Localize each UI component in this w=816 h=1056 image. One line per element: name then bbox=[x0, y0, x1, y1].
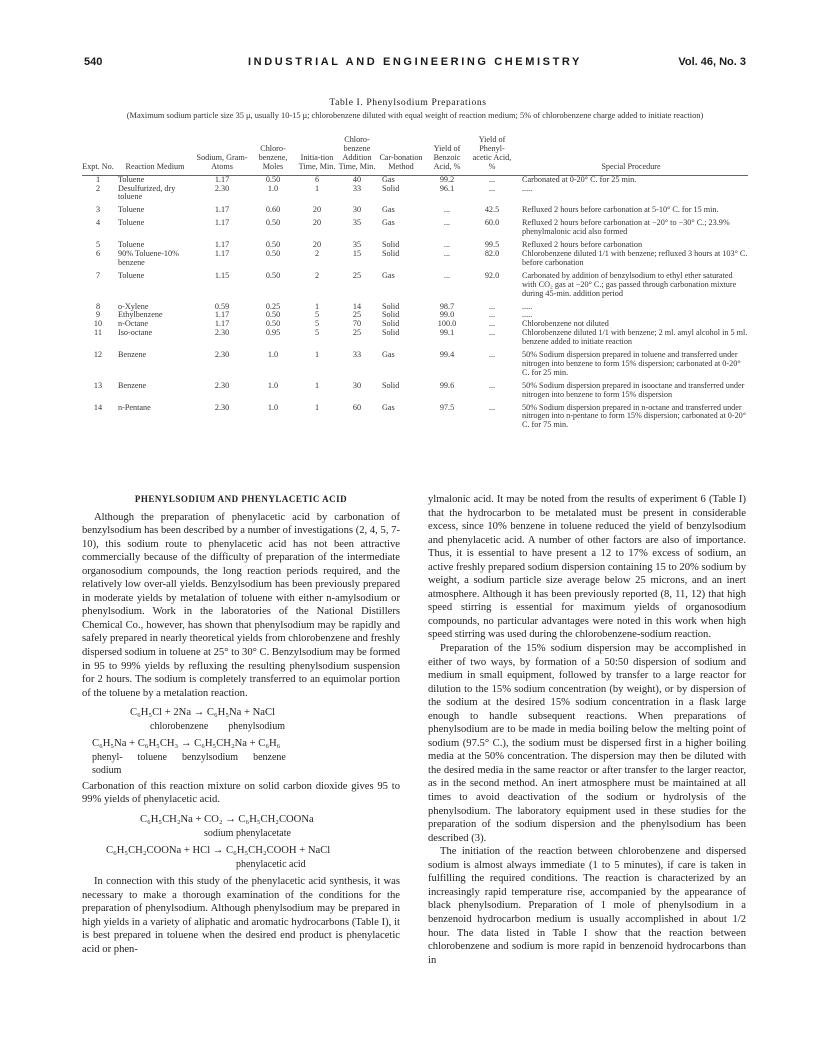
procedure-cell: Chlorobenzene diluted 1/1 with benzene; refluxed 3 hours at 103° C. before carbonation bbox=[522, 248, 748, 267]
initiation-cell: 5 bbox=[314, 319, 320, 329]
addition-cell: 25 bbox=[352, 270, 362, 280]
benzoic-yield-cell: 97.5 bbox=[439, 402, 455, 412]
equation-label: chlorobenzene phenylsodium bbox=[150, 720, 285, 732]
phenylacetic-yield-cell: 82.0 bbox=[484, 248, 500, 258]
chlorobenzene-cell: 0.25 bbox=[265, 301, 281, 311]
sodium-cell: 1.17 bbox=[214, 218, 230, 228]
addition-cell: 25 bbox=[352, 310, 362, 320]
addition-cell: 70 bbox=[352, 319, 362, 329]
medium-cell: n-Pentane bbox=[118, 402, 151, 412]
benzoic-yield-cell: 100.0 bbox=[437, 319, 457, 329]
medium-cell: Benzene bbox=[118, 350, 147, 360]
equation-block bbox=[82, 737, 400, 778]
table-row bbox=[82, 185, 748, 203]
initiation-cell: 6 bbox=[314, 174, 320, 184]
sodium-cell: 1.17 bbox=[214, 248, 230, 258]
procedure-cell: Chlorobenzene diluted 1/1 with benzene; 2 ml. amyl alcohol in 5 ml. benzene added to initiate reaction bbox=[522, 328, 748, 347]
table-row bbox=[82, 347, 748, 378]
benzoic-yield-cell: ... bbox=[443, 240, 451, 250]
phenylacetic-yield-cell: ... bbox=[488, 402, 496, 412]
chlorobenzene-cell: 0.50 bbox=[265, 174, 281, 184]
addition-cell: 35 bbox=[352, 240, 362, 250]
medium-cell: o-Xylene bbox=[118, 301, 149, 311]
phenylacetic-yield-cell: 92.0 bbox=[484, 270, 500, 280]
left-column bbox=[82, 493, 400, 957]
sodium-cell: 1.15 bbox=[214, 270, 230, 280]
addition-cell: 14 bbox=[352, 301, 362, 311]
procedure-cell: Refluxed 2 hours before carbonation at −20° to −30° C.; 23.9% phenylmalonic acid also formed bbox=[522, 218, 730, 237]
expt-cell: 6 bbox=[95, 248, 101, 258]
phenylacetic-yield-cell: ... bbox=[488, 380, 496, 390]
equation-label: phenylacetic acid bbox=[236, 858, 306, 870]
medium-cell: n-Octane bbox=[118, 319, 149, 329]
medium-cell: Iso-octane bbox=[118, 328, 153, 338]
chlorobenzene-cell: 0.60 bbox=[265, 205, 281, 215]
carbonation-cell: Gas bbox=[382, 205, 395, 215]
initiation-cell: 2 bbox=[314, 248, 320, 258]
table-row bbox=[82, 215, 748, 237]
addition-cell: 40 bbox=[352, 174, 362, 184]
addition-cell: 33 bbox=[352, 350, 362, 360]
benzoic-yield-cell: 99.4 bbox=[439, 350, 455, 360]
procedure-cell: ..... bbox=[522, 310, 533, 320]
right-column bbox=[428, 493, 746, 967]
carbonation-cell: Solid bbox=[382, 328, 400, 338]
chlorobenzene-cell: 1.0 bbox=[267, 183, 279, 193]
header-benzoic-yield: Yield of Benzoic Acid, % bbox=[424, 136, 470, 175]
chlorobenzene-cell: 0.95 bbox=[265, 328, 281, 338]
procedure-cell: 50% Sodium dispersion prepared in isooctane and transferred under nitrogen into benzene to form 15% dispersion bbox=[522, 380, 745, 399]
initiation-cell: 2 bbox=[314, 270, 320, 280]
running-header bbox=[84, 56, 746, 72]
benzoic-yield-cell: 99.0 bbox=[439, 310, 455, 320]
header-chlorobenzene: Chloro-benzene, Moles bbox=[248, 136, 298, 175]
carbonation-cell: Solid bbox=[382, 380, 400, 390]
carbonation-cell: Gas bbox=[382, 350, 395, 360]
table-row bbox=[82, 175, 748, 184]
benzoic-yield-cell: ... bbox=[443, 270, 451, 280]
phenylsodium-table bbox=[82, 136, 748, 430]
paragraph: Although the preparation of phenylacetic acid by carbonation of benzylsodium has been described by a number of investigations (2, 4, 5, 7-10), this sodium route to phenylacetic acid has not been attractive commercially because of the difficulty of preparation of the intermediate organosodium compounds, the long reaction periods required, and the relatively low over-all yields. Benzylsodium has been previously prepared in moderate yields by metalation of toluene with either n-amylsodium or phenylsodium. Work in the laboratories of the National Distillers Chemical Co., however, has shown that phenylsodium may be rapidly and safely prepared in nearly theoretical yields from chlorobenzene and freshly dispersed sodium in toluene at 25° to 30° C. Benzylsodium may be formed in 95 to 99% yields by refluxing the resulting phenylsodium suspension for 2 hours. The sodium is completely transferred to an equimolar portion of the toluene by a metalation reaction. bbox=[82, 511, 400, 699]
medium-cell: Toluene bbox=[118, 240, 145, 250]
initiation-cell: 1 bbox=[314, 301, 320, 311]
expt-cell: 12 bbox=[93, 350, 103, 360]
carbonation-cell: Gas bbox=[382, 218, 395, 228]
expt-cell: 13 bbox=[93, 380, 103, 390]
paragraph: In connection with this study of the phenylacetic acid synthesis, it was necessary to make a thorough examination of the conditions for the preparation of phenylsodium. Although phenylsodium may be prepared in high yields in a variety of aliphatic and aromatic hydrocarbons (Table I), it is best prepared in toluene when the desired end product is phenylacetic acid or phen- bbox=[82, 876, 400, 955]
carbonation-cell: Gas bbox=[382, 402, 395, 412]
section-heading: PHENYLSODIUM AND PHENYLACETIC ACID bbox=[134, 494, 348, 504]
carbonation-cell: Solid bbox=[382, 240, 400, 250]
equation: C₆H₅Cl + 2Na → C₆H₅Na + NaCl bbox=[130, 707, 276, 719]
phenylacetic-yield-cell: ... bbox=[488, 350, 496, 360]
initiation-cell: 20 bbox=[312, 240, 322, 250]
addition-cell: 35 bbox=[352, 218, 362, 228]
expt-cell: 5 bbox=[95, 240, 101, 250]
expt-cell: 3 bbox=[95, 205, 101, 215]
initiation-cell: 20 bbox=[312, 218, 322, 228]
expt-cell: 8 bbox=[95, 301, 101, 311]
chlorobenzene-cell: 1.0 bbox=[267, 350, 279, 360]
header-expt: Expt. No. bbox=[82, 136, 114, 175]
sodium-cell: 0.59 bbox=[214, 301, 230, 311]
medium-cell: Toluene bbox=[118, 218, 145, 228]
carbonation-cell: Solid bbox=[382, 310, 400, 320]
equation-label: sodium phenylacetate bbox=[204, 827, 291, 839]
sodium-cell: 2.30 bbox=[214, 350, 230, 360]
equation: C₆H₅CH₂Na + CO₂ → C₆H₅CH₂COONa bbox=[140, 814, 314, 826]
page-number: 540 bbox=[84, 56, 103, 68]
expt-cell: 11 bbox=[94, 328, 102, 338]
sodium-cell: 1.17 bbox=[214, 319, 230, 329]
addition-cell: 33 bbox=[352, 183, 362, 193]
expt-cell: 10 bbox=[93, 319, 103, 329]
chlorobenzene-cell: 1.0 bbox=[267, 402, 279, 412]
equation-label: phenyl- toluene benzylsodium benzene bbox=[92, 751, 286, 763]
benzoic-yield-cell: ... bbox=[443, 218, 451, 228]
phenylacetic-yield-cell: ... bbox=[488, 174, 496, 184]
procedure-cell: Carbonated at 0-20° C. for 25 min. bbox=[522, 174, 637, 184]
carbonation-cell: Solid bbox=[382, 183, 400, 193]
phenylacetic-yield-cell: ... bbox=[488, 328, 496, 338]
chlorobenzene-cell: 0.50 bbox=[265, 248, 281, 258]
sodium-cell: 1.17 bbox=[214, 240, 230, 250]
expt-cell: 14 bbox=[93, 402, 103, 412]
phenylacetic-yield-cell: ... bbox=[488, 310, 496, 320]
header-carbonation-method: Car-bonation Method bbox=[378, 136, 424, 175]
carbonation-cell: Solid bbox=[382, 319, 400, 329]
table-body bbox=[82, 175, 748, 430]
chlorobenzene-cell: 0.50 bbox=[265, 270, 281, 280]
benzoic-yield-cell: 99.6 bbox=[439, 380, 455, 390]
benzoic-yield-cell: ... bbox=[443, 248, 451, 258]
paragraph: Carbonation of this reaction mixture on solid carbon dioxide gives 95 to 99% yields of phenylacetic acid. bbox=[82, 780, 400, 806]
header-medium: Reaction Medium bbox=[114, 136, 196, 175]
equation: C₆H₅CH₂COONa + HCl → C₆H₅CH₂COOH + NaCl bbox=[106, 845, 331, 857]
table-header-row bbox=[82, 136, 748, 175]
table-row bbox=[82, 299, 748, 312]
header-sodium: Sodium, Gram-Atoms bbox=[196, 136, 248, 175]
chlorobenzene-cell: 0.50 bbox=[265, 310, 281, 320]
volume-issue: Vol. 46, No. 3 bbox=[678, 56, 746, 68]
procedure-cell: Refluxed 2 hours before carbonation at 5-10° C. for 15 min. bbox=[522, 205, 719, 215]
equation-block bbox=[82, 706, 400, 733]
carbonation-cell: Gas bbox=[382, 174, 395, 184]
benzoic-yield-cell: ... bbox=[443, 205, 451, 215]
carbonation-cell: Solid bbox=[382, 248, 400, 258]
equation-block bbox=[82, 844, 400, 871]
expt-cell: 2 bbox=[95, 183, 101, 193]
sodium-cell: 1.17 bbox=[214, 205, 230, 215]
paragraph: The initiation of the reaction between chlorobenzene and dispersed sodium is almost always immediate (1 to 5 minutes), if care is taken in fulfilling the required conditions. The reaction is characterized by an increasingly rapid temperature rise, accompanied by the appearance of black phenylsodium. Preparation of 1 mole of phenylsodium in a benzenoid hydrocarbon medium is usually accomplished in about 1/2 hour. The data listed in Table I show that the reaction between chlorobenzene and sodium is more rapid in benzenoid hydrocarbons than in bbox=[428, 846, 746, 966]
medium-cell: Toluene bbox=[118, 205, 145, 215]
procedure-cell: ..... bbox=[522, 301, 533, 311]
addition-cell: 25 bbox=[352, 328, 362, 338]
table-row bbox=[82, 202, 748, 215]
carbonation-cell: Solid bbox=[382, 301, 400, 311]
header-addition-time: Chloro-benzene Addition Time, Min. bbox=[336, 136, 378, 175]
expt-cell: 7 bbox=[95, 270, 101, 280]
initiation-cell: 1 bbox=[314, 402, 320, 412]
phenylacetic-yield-cell: 99.5 bbox=[484, 240, 500, 250]
addition-cell: 30 bbox=[352, 205, 362, 215]
sodium-cell: 1.17 bbox=[214, 310, 230, 320]
equation-label: sodium bbox=[92, 765, 122, 777]
sodium-cell: 2.30 bbox=[214, 183, 230, 193]
medium-cell: 90% Toluene-10% benzene bbox=[118, 248, 179, 267]
table-row bbox=[82, 268, 748, 299]
phenylacetic-yield-cell: 60.0 bbox=[484, 218, 500, 228]
phenylacetic-yield-cell: ... bbox=[488, 319, 496, 329]
addition-cell: 30 bbox=[352, 380, 362, 390]
chlorobenzene-cell: 1.0 bbox=[267, 380, 279, 390]
initiation-cell: 20 bbox=[312, 205, 322, 215]
benzoic-yield-cell: 96.1 bbox=[439, 183, 455, 193]
table-row bbox=[82, 311, 748, 320]
initiation-cell: 1 bbox=[314, 380, 320, 390]
medium-cell: Toluene bbox=[118, 174, 145, 184]
benzoic-yield-cell: 99.2 bbox=[439, 174, 455, 184]
paragraph: ylmalonic acid. It may be noted from the results of experiment 6 (Table I) that the hydrocarbon to be metalated must be present in considerable excess, since 10% benzene in toluene reduced the yield of benzylsodium and phenylacetic acid. A number of other factors are also of importance. Thus, it is essential to have present a 12 to 17% excess of sodium, an active freshly prepared sodium dispersion containing 15 to 20% sodium by weight, a sodium particle size average below 25 microns, and an inert atmosphere. Although it has been previously reported (8, 11, 12) that high speed stirring is essential for maximum yields of organosodium compounds, no particular advantages were noted in this work when high speed stirring was used during the chlorobenzene-sodium reaction. bbox=[428, 494, 746, 641]
medium-cell: Toluene bbox=[118, 270, 145, 280]
initiation-cell: 1 bbox=[314, 350, 320, 360]
equation: C₆H₅Na + C₆H₅CH₃ → C₆H₅CH₂Na + C₆H₆ bbox=[92, 738, 281, 750]
chlorobenzene-cell: 0.50 bbox=[265, 240, 281, 250]
addition-cell: 60 bbox=[352, 402, 362, 412]
procedure-cell: 50% Sodium dispersion prepared in toluene and transferred under nitrogen into benzene to form 15% dispersion; carbonated at 0-20° C. for 25 min. bbox=[522, 350, 741, 377]
sodium-cell: 2.30 bbox=[214, 402, 230, 412]
sodium-cell: 1.17 bbox=[214, 174, 230, 184]
procedure-cell: 50% Sodium dispersion prepared in n-octane and transferred under nitrogen into n-pentane to form 15% dispersion; carbonated at 0-20° C. for 75 min. bbox=[522, 402, 747, 430]
benzoic-yield-cell: 98.7 bbox=[439, 301, 455, 311]
sodium-cell: 2.30 bbox=[214, 380, 230, 390]
medium-cell: Desulfurized, dry toluene bbox=[118, 183, 176, 202]
header-phenylacetic-yield: Yield of Phenyl-acetic Acid, % bbox=[470, 136, 514, 175]
table-caption: Table I. Phenylsodium Preparations bbox=[329, 97, 487, 108]
initiation-cell: 1 bbox=[314, 183, 320, 193]
table-row bbox=[82, 329, 748, 347]
expt-cell: 9 bbox=[95, 310, 101, 320]
equation-block bbox=[82, 813, 400, 840]
expt-cell: 1 bbox=[95, 174, 101, 184]
expt-cell: 4 bbox=[95, 218, 101, 228]
addition-cell: 15 bbox=[352, 248, 362, 258]
procedure-cell: Carbonated by addition of benzylsodium to ethyl ether saturated with CO₂ gas at −20° C.; gas passed through carbonation mixture during 45-min. addition period bbox=[522, 270, 737, 298]
journal-title: INDUSTRIAL AND ENGINEERING CHEMISTRY bbox=[248, 56, 582, 68]
sodium-cell: 2.30 bbox=[214, 328, 230, 338]
benzoic-yield-cell: 99.1 bbox=[439, 328, 455, 338]
medium-cell: Benzene bbox=[118, 380, 147, 390]
header-special-procedure: Special Procedure bbox=[514, 136, 748, 175]
chlorobenzene-cell: 0.50 bbox=[265, 218, 281, 228]
initiation-cell: 5 bbox=[314, 328, 320, 338]
phenylacetic-yield-cell: ... bbox=[488, 301, 496, 311]
initiation-cell: 5 bbox=[314, 310, 320, 320]
table-subtitle: (Maximum sodium particle size 35 μ, usually 10-15 μ; chlorobenzene diluted with equal weight of reaction medium; 5% of chlorobenzene charge added to initiate reaction) bbox=[126, 111, 704, 120]
header-initiation-time: Initia-tion Time, Min. bbox=[298, 136, 336, 175]
phenylacetic-yield-cell: ... bbox=[488, 183, 496, 193]
paragraph: Preparation of the 15% sodium dispersion may be accomplished in either of two ways, by formation of a 50:50 dispersion of sodium and medium in small equipment, followed by transfer to a large reactor for dilution to the 15% sodium concentration (by weight), or by dispersion of the sodium at the desired 15% sodium concentration in a flask large enough to handle subsequent reactions. When preparations of phenylsodium are to be made in media boiling below the melting point of sodium (97.5° C.), the sodium must be dispersed first in a higher boiling media at the 50% concentration. The dispersion may then be diluted with the desired media in the same reactor or after transfer to the larger reactor, as in the second method. An inert atmosphere must be maintained at all times to avoid deactivation of the sodium or hydrolysis of the phenylsodium. The laboratory equipment used in these studies for the preparation of the sodium dispersion and the phenylsodium has been described (3). bbox=[428, 643, 746, 844]
carbonation-cell: Gas bbox=[382, 270, 395, 280]
table-row bbox=[82, 378, 748, 400]
table-row bbox=[82, 250, 748, 268]
table-row bbox=[82, 400, 748, 431]
chlorobenzene-cell: 0.50 bbox=[265, 319, 281, 329]
procedure-cell: Refluxed 2 hours before carbonation bbox=[522, 240, 643, 250]
procedure-cell: Chlorobenzene not diluted bbox=[522, 319, 609, 329]
procedure-cell: ..... bbox=[522, 183, 533, 193]
phenylacetic-yield-cell: 42.5 bbox=[484, 205, 500, 215]
medium-cell: Ethylbenzene bbox=[118, 310, 163, 320]
